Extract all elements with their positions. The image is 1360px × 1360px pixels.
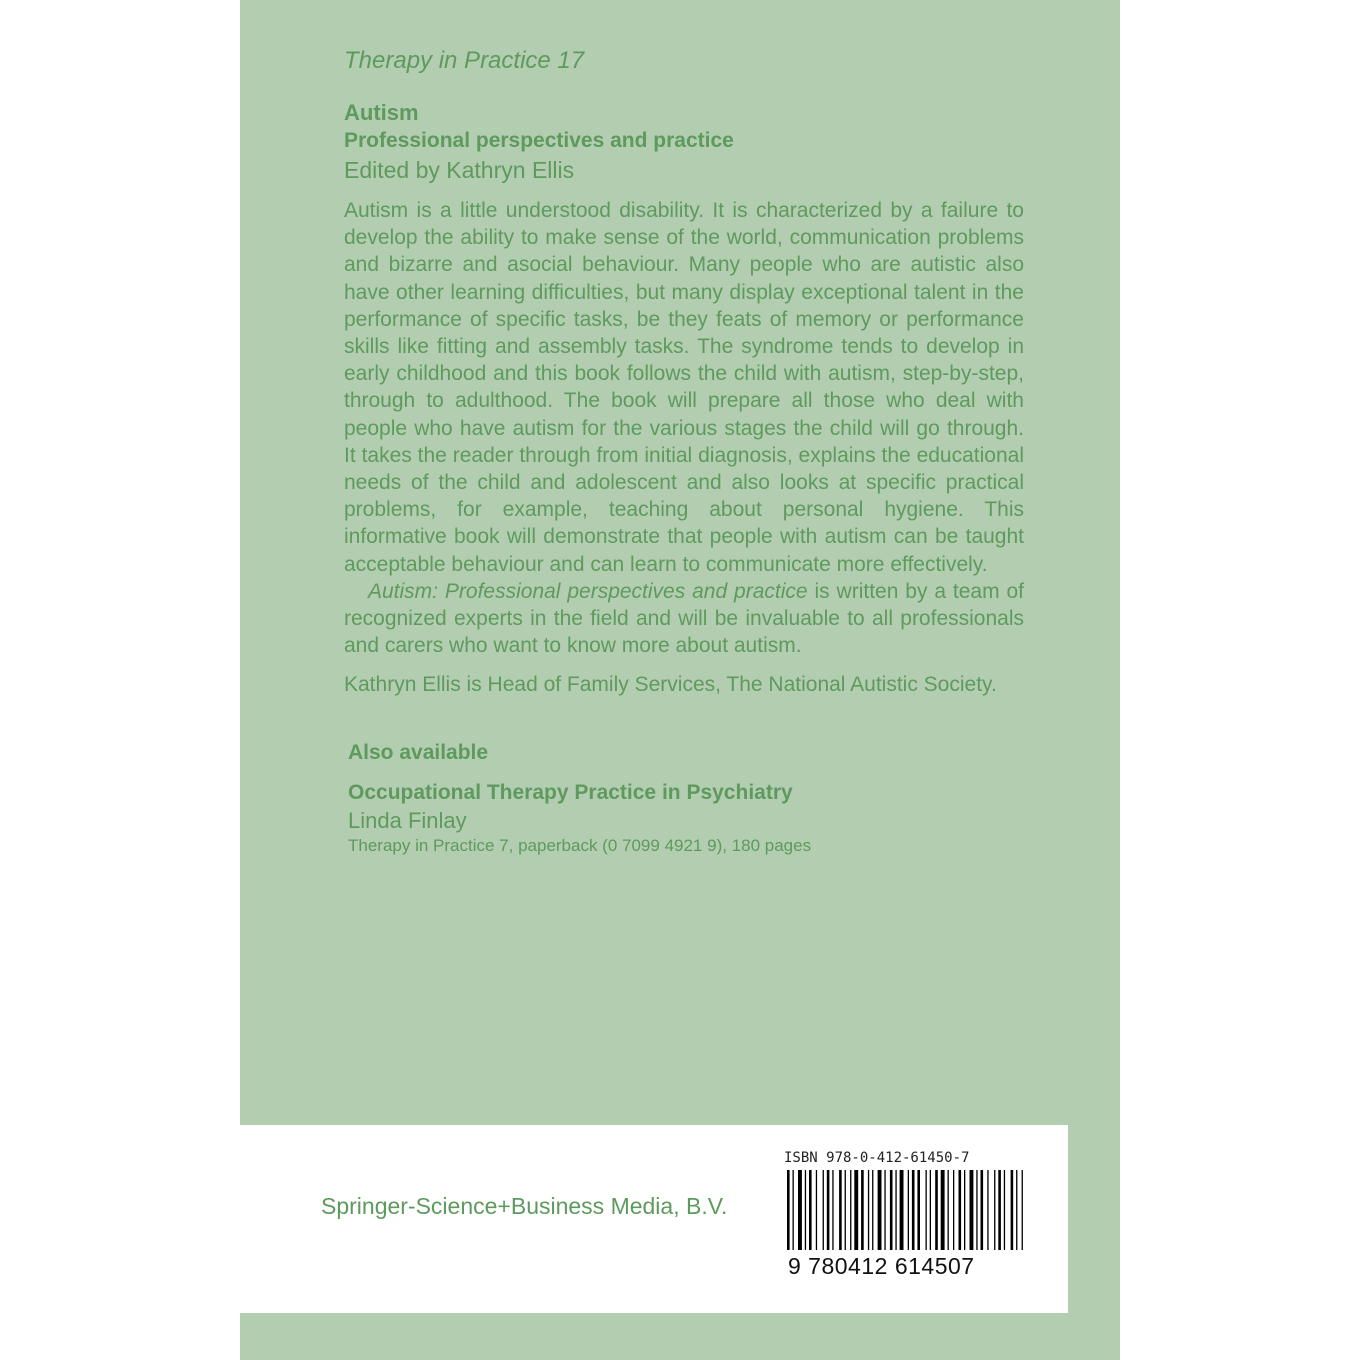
also-available-title: Occupational Therapy Practice in Psychiatry [348, 780, 793, 804]
also-available-heading: Also available [348, 740, 489, 764]
book-title: Autism [344, 100, 419, 125]
publisher-name: Springer-Science+Business Media, B.V. [321, 1193, 728, 1219]
book-subtitle: Professional perspectives and practice [344, 129, 734, 152]
description-paragraph: Autism is a little understood disability. It is characterized by a failure to develop the ability to make sense of the world, communication problems and bizarre and asocial behaviour. Many people who are autistic also have other learning difficulties, but many display exceptional talent in the performance of specific tasks, be they feats of memory or performance skills like fitting and assembly tasks. The syndrome tends to develop in early childhood and this book follows the child with autism, step-by-step, through to adulthood. The book will prepare all those who deal with people who have autism for the various stages the child will go through. It takes the reader through from initial diagnosis, explains the educational needs of the child and adolescent and also looks at specific practical problems, for example, teaching about personal hygiene. This informative book will demonstrate that people with autism can be taught acceptable behaviour and can learn to communicate more effectively. [344, 199, 1024, 576]
isbn-label: ISBN 978-0-412-61450-7 [784, 1150, 970, 1166]
summary-book-title: Autism: Professional perspectives and practice [368, 579, 808, 603]
summary-text: is written by a team of recognized experts in the field and will be invaluable to all professionals and carers who want to know more about autism. [344, 579, 1024, 658]
cover-text-block [344, 44, 1024, 857]
book-editor: Edited by Kathryn Ellis [344, 157, 575, 183]
also-available-author: Linda Finlay [348, 807, 467, 833]
publisher-footer [240, 1125, 1068, 1313]
series-label: Therapy in Practice 17 [344, 47, 585, 74]
summary-paragraph [344, 578, 1024, 660]
also-available-details: Therapy in Practice 7, paperback (0 7099 4921 9), 180 pages [348, 835, 812, 855]
editor-bio: Kathryn Ellis is Head of Family Services, The National Autistic Society. [344, 673, 997, 697]
barcode-digits: 9 780412 614507 [788, 1253, 975, 1279]
